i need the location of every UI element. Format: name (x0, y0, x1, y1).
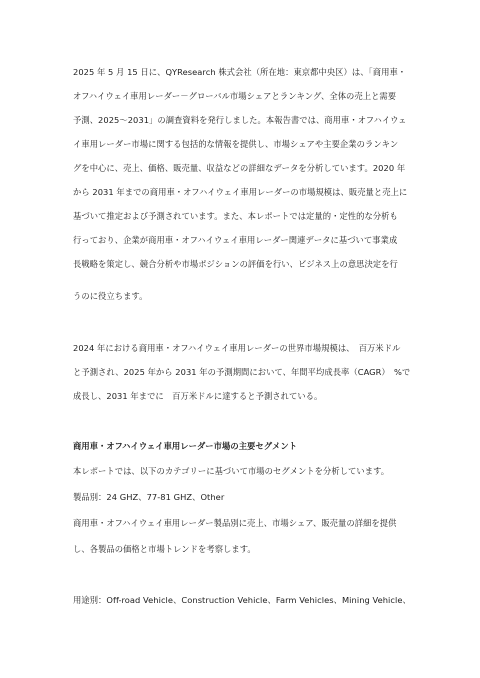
text-line: し、各製品の価格と市場トレンドを考察します。 (73, 544, 256, 554)
text-line: から 2031 年までの商用車・オフハイウェイ車用レーダーの市場規模は、販売量と売上に (73, 187, 408, 197)
product-segment-line: 製品別：24 GHZ、77-81 GHZ、Other (73, 492, 225, 502)
text-line: イ車用レーダー市場に関する包括的な情報を提供し、市場シェアや主要企業のランキン (73, 139, 399, 149)
text-line: 予測、2025～2031」の調査資料を発行しました。本報告書では、商用車・オフハイウェ (73, 115, 407, 125)
text-line: 商用車・オフハイウェイ車用レーダー製品別に売上、市場シェア、販売量の詳細を提供 (73, 518, 397, 528)
section-heading: 商用車・オフハイウェイ車用レーダー市場の主要セグメント (73, 441, 298, 451)
application-segment-line: 用途別：Off-road Vehicle、Construction Vehicle、Farm Vehicles、Mining Vehicle、 (73, 595, 411, 605)
text-line: 2025 年 5 月 15 日に、QYResearch 株式会社（所在地：東京都中央区）は、「商用車・ (73, 67, 407, 77)
text-line: 2024 年における商用車・オフハイウェイ車用レーダーの世界市場規模は、 百万米ドル (73, 343, 401, 353)
text-line: 基づいて推定および予測されています。また、本レポートでは定量的・定性的な分析も (73, 211, 398, 221)
text-line: 行っており、企業が商用車・オフハイウェイ車用レーダー関連データに基づいて事業成 (73, 235, 398, 245)
text-line: グを中心に、売上、価格、販売量、収益などの詳細なデータを分析しています。2020 年 (73, 163, 406, 173)
text-line: と予測され、2025 年から 2031 年の予測期間において、年間平均成長率（CAGR） %で (73, 367, 411, 377)
section-intro: 本レポートでは、以下のカテゴリーに基づいて市場のセグメントを分析しています。 (73, 466, 390, 476)
text-line: うのに役立ちます。 (73, 291, 148, 301)
text-line: オフハイウェイ車用レーダー－グローバル市場シェアとランキング、全体の売上と需要 (73, 91, 397, 101)
text-line: 成長し、2031 年までに 百万米ドルに達すると予測されている。 (73, 391, 323, 401)
text-line: 長戦略を策定し、競合分析や市場ポジションの評価を行い、ビジネス上の意思決定を行 (73, 259, 398, 269)
